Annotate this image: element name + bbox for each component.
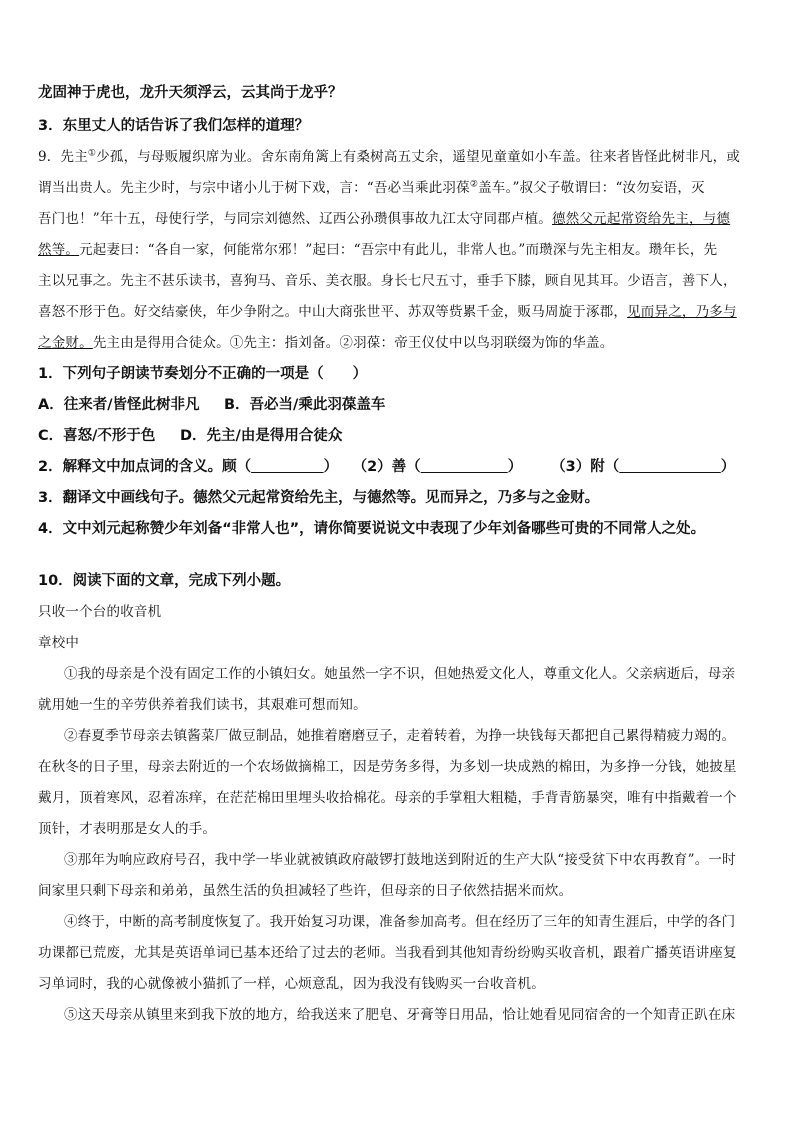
article-para-4-line-2: 功课都已荒废，尤其是英语单词已基本还给了过去的老师。当我看到其他知青纷纷购买收音机，跟着广播英语讲座复: [38, 945, 737, 961]
quote-line: 龙固神于虎也，龙升天须浮云，云其尚于龙乎？: [38, 85, 343, 101]
q9-passage-line-4: 然等。元起妻曰：“各自一家，何能常尔邪！”起曰：“吾宗中有此儿，非常人也。”而瓒深与先主相友。瓒年长，先: [38, 242, 718, 258]
q9-sub-2: 2．解释文中加点词的含义。顾（ ） （2）善（ ） （3）附（ ）: [38, 459, 736, 475]
underlined-sentence-1b: 然等。: [38, 242, 80, 258]
q9-passage-line-5: 主以兄事之。先主不甚乐读书，喜狗马、音乐、美衣服。身长七尺五寸，垂手下膝，顾自见其耳。少语言，善下人，: [38, 273, 737, 289]
q9-passage-line-3: 吾门也！”年十五，母使行学，与同宗刘德然、辽西公孙瓒俱事故九江太守同郡卢植。德然父元起常资给先主，与德: [38, 211, 731, 227]
option-a: A．往来者/皆怪此树非凡: [38, 397, 200, 413]
article-para-1-line-2: 就用她一生的辛劳供养着我们读书，其艰难可想而知。: [38, 697, 367, 713]
article-para-2-line-1: ②春夏季节母亲去镇酱菜厂做豆制品，她推着磨磨豆子，走着转着，为挣一块钱每天都把自己累得精疲力竭的。: [64, 728, 736, 744]
article-para-3-line-2: 间家里只剩下母亲和弟弟，虽然生活的负担减轻了些许，但母亲的日子依然拮据米而炊。: [38, 883, 573, 899]
note-marker-2: ②: [469, 179, 479, 190]
article-para-5-line-1: ⑤这天母亲从镇里来到我下放的地方，给我送来了肥皂、牙膏等日用品，恰让她看见同宿舍的一个知青正趴在床: [64, 1007, 736, 1023]
article-para-2-line-3: 戴月，顶着寒风，忍着冻痒，在茫茫棉田里埋头收拾棉花。母亲的手掌粗大粗糙，手背青筋暴突，唯有中指戴着一个: [38, 790, 737, 806]
option-d: D．先主/由是得用合徒众: [180, 428, 343, 444]
article-title: 只收一个台的收音机: [38, 604, 162, 620]
article-para-4-line-3: 习单词时，我的心就像被小猫抓了一样，心烦意乱，因为我没有钱购买一台收音机。: [38, 976, 545, 992]
article-para-2-line-4: 顶针，才表明那是女人的手。: [38, 821, 217, 837]
blank-1[interactable]: [251, 459, 324, 475]
underlined-sentence-2a: 见而异之，乃多与: [627, 304, 737, 320]
note-marker-1: ①: [87, 148, 97, 159]
question-3: 3．东里丈人的话告诉了我们怎样的道理？: [38, 118, 310, 134]
q9-passage-line-1: 9．先主①少孤，与母贩履织席为业。舍东南角篱上有桑树高五丈余，遥望见童童如小车盖。往来者皆怪此树非凡，或: [38, 148, 741, 165]
q9-passage-line-2: 谓当出贵人。先主少时，与宗中诸小儿于树下戏，言：“吾必当乘此羽葆②盖车。”叔父子敬谓曰：“汝勿妄语，灭: [38, 179, 705, 196]
question-10-intro: 10．阅读下面的文章，完成下列小题。: [38, 573, 291, 589]
q9-passage-line-6: 喜怒不形于色。好交结豪侠，年少争附之。中山大商张世平、苏双等赀累千金，贩马周旋于涿郡，见而异之，乃多与: [38, 304, 737, 320]
blank-3[interactable]: [619, 459, 721, 475]
option-b: B．吾必当/乘此羽葆盖车: [224, 397, 386, 413]
underlined-sentence-2b: 之金财。: [38, 335, 93, 351]
article-para-4-line-1: ④终于，中断的高考制度恢复了。我开始复习功课，准备参加高考。但在经历了三年的知青生涯后，中学的各门: [64, 914, 736, 930]
article-para-2-line-2: 在秋冬的日子里，母亲去附近的一个农场做摘棉工，因是劳务多得，为多划一块成熟的棉田，为多挣一分钱，她披星: [38, 759, 737, 775]
blank-2[interactable]: [421, 459, 508, 475]
q9-passage-line-7: 之金财。先主由是得用合徒众。①先主：指刘备。②羽葆：帝王仪仗中以鸟羽联缀为饰的华盖。: [38, 335, 614, 351]
article-para-3-line-1: ③那年为响应政府号召，我中学一毕业就被镇政府敲锣打鼓地送到附近的生产大队“接受贫下中农再教育”。一时: [64, 852, 736, 868]
q9-sub-3: 3．翻译文中画线句子。德然父元起常资给先主，与德然等。见而异之，乃多与之金财。: [38, 490, 600, 506]
q9-sub-4: 4．文中刘元起称赞少年刘备“非常人也”，请你简要说说文中表现了少年刘备哪些可贵的不同常人之处。: [38, 521, 706, 537]
article-para-1-line-1: ①我的母亲是个没有固定工作的小镇妇女。她虽然一字不识，但她热爱文化人，尊重文化人。父亲病逝后，母亲: [64, 666, 736, 682]
q9-sub-1: 1．下列句子朗读节奏划分不正确的一项是（ ）: [38, 366, 368, 382]
article-author: 章校中: [38, 635, 80, 651]
underlined-sentence-1a: 德然父元起常资给先主，与德: [552, 211, 731, 227]
option-c: C．喜怒/不形于色: [38, 428, 156, 444]
